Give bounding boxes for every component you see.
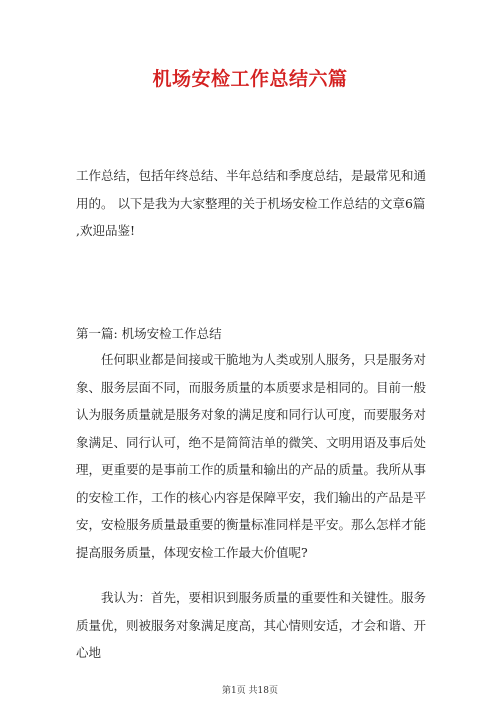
body-paragraph: 任何职业都是间接或干脆地为人类或别人服务，只是服务对象、服务层面不同，而服务质量的本质要求是相同的。目前一般认为服务质量就是服务对象的满足度和同行认可度，而要服务对象满足、同行认可，绝不是简简洁单的微笑、文明用语及事后处理，更重要的是事前工作的质量和输出的产品的质量。我所从事的安检工作，工作的核心内容是保障平安，我们输出的产品是平安，安检服务质量最重要的衡量标准同样是平安。那么怎样才能提高服务质量，体现安检工作最大价值呢? <box>76 352 427 560</box>
section-heading: 第一篇: 机场安检工作总结 <box>76 326 222 341</box>
body-paragraph: 我认为：首先，要相识到服务质量的重要性和关键性。服务质量优，则被服务对象满足度高，其心情则安适，才会和谐、开心地 <box>76 590 427 660</box>
intro-paragraph: 工作总结，包括年终总结、半年总结和季度总结，是最常见和通用的。 以下是我为大家整理的关于机场安检工作总结的文章6篇 ,欢迎品鉴! <box>76 168 427 238</box>
page-footer: 第1页 共18页 <box>221 686 279 696</box>
document-title: 机场安检工作总结六篇 <box>152 68 348 90</box>
